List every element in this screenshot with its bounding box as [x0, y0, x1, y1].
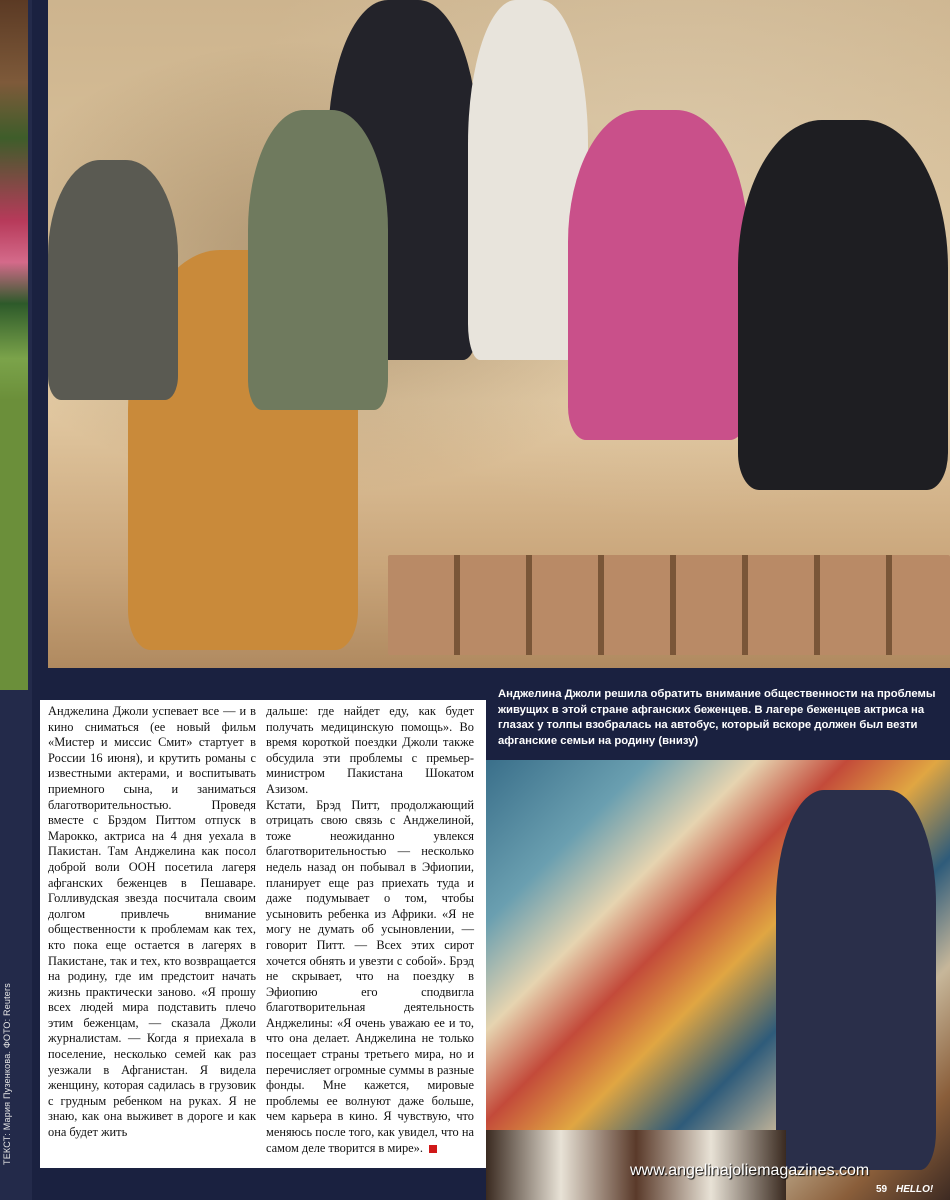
article-text-panel — [40, 700, 486, 1168]
photo-figure — [568, 110, 748, 440]
page-number: 59 — [876, 1184, 888, 1195]
photo-figure — [48, 160, 178, 400]
photo-figure — [776, 790, 936, 1170]
article-column-2 — [266, 704, 474, 1156]
photo-figure — [248, 110, 388, 410]
article-paragraph-text: Кстати, Брэд Питт, продолжающий отрицать свою связь с Анджелиной, тоже неожиданно увлекся благотворительностью — несколько недель назад он побывал в Эфиопии, планирует еще раз приехать туда и даже подумывает о том, чтобы усыновить ребенка из Африки. «Я не могу не думать об усыновлении, — говорит Питт. — Всех этих сирот хочется обнять и увезти с собой». Брэд не скрывает, что на поездку в Эфиопию его сподвигла благотворительная деятельность Анджелины: «Я очень уважаю ее и то, что она делает. Анджелина не только посещает страны третьего мира, но и перечисляет огромные суммы в разные фонды. Мне кажется, мировые проблемы ее волнуют даже больше, чем карьера в кино. Я чувствую, что меняюсь после того, как увидел, что на самом деле творится в мире». — [266, 797, 474, 1155]
magazine-brand: HELLO! — [896, 1184, 934, 1195]
main-photo-refugee-camp — [48, 0, 950, 668]
article-paragraph — [266, 798, 474, 1157]
photo-caption: Анджелина Джоли решила обратить внимание общественности на проблемы живущих в этой стране афганских беженцев. В лагере беженцев актриса на глазах у толпы взобралась на автобус, который вскоре должен был везти афганские семьи на родину (внизу) — [498, 688, 936, 747]
bus-photo — [486, 760, 950, 1200]
article-paragraph: дальше: где найдет еду, как будет получать медицинскую помощь». Во время короткой поездки Джоли также обсудила эти проблемы с премьер-министром Пакистана Шокатом Азизом. — [266, 704, 474, 796]
photo-bricks-row — [388, 555, 950, 655]
photo-credit: ТЕКСТ: Мария Пузенкова. ФОТО: Reuters — [2, 983, 12, 1165]
end-of-article-mark — [429, 1145, 437, 1153]
photo-figure — [738, 120, 948, 490]
article-column-1 — [48, 704, 256, 1141]
website-watermark: www.angelinajoliemagazines.com — [630, 1162, 870, 1179]
adjacent-page-photo-fragment — [0, 0, 28, 690]
article-paragraph: Анджелина Джоли успевает все — и в кино сниматься (ее новый фильм «Мистер и миссис Смит» стартует в России 16 июня), и крутить романы с известными актерами, и воспитывать приемного сына, и заниматься благотворительностью. Проведя вместе с Брэдом Питтом отпуск в Марокко, актриса на 4 дня уехала в Пакистан. Там Анджелина как посол доброй воли ООН посетила лагеря афганских беженцев в Пешаваре. Голливудская звезда посчитала своим долгом привлечь внимание общественности к проблемам как тех, кто пока еще остается в лагерях в Пакистане, так и тех, кто возвращается на родину, где им предстоит начать жизнь практически заново. «Я прошу всех людей мира подставить плечо этим беженцам, — сказала Джоли журналистам. — Когда я приехала в поселение, несколько семей как раз уезжали в Афганистан. Я видела женщину, которая садилась в грузовик с грудным ребенком на руках. Я не знаю, как она выживет в дороге и как она будет жить — [48, 704, 256, 1140]
